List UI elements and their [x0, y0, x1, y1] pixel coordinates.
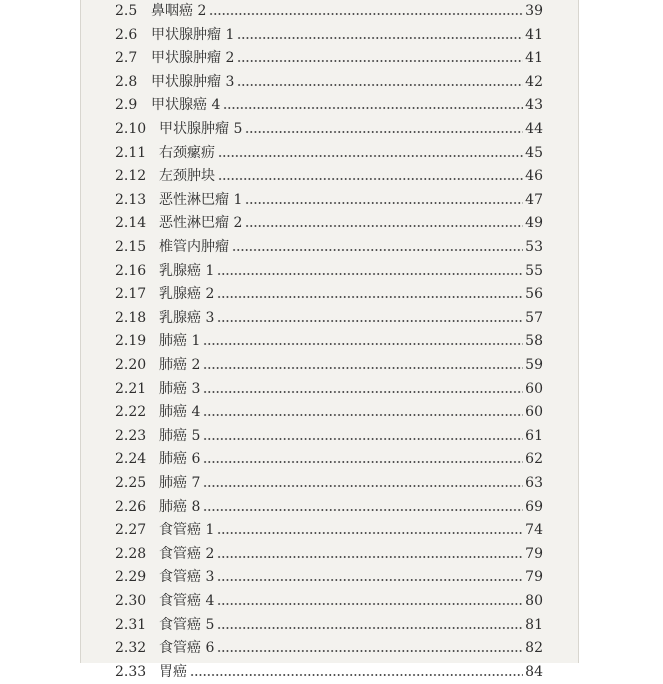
- toc-entry-page-number: 82: [525, 640, 543, 657]
- toc-entry-number: 2.20: [115, 357, 147, 373]
- toc-entry-title: 左颈肿块: [159, 168, 215, 185]
- toc-entry-title: 肺癌 3: [159, 380, 201, 397]
- toc-entry[interactable]: [81, 259, 578, 283]
- toc-entry-title: 肺癌 5: [159, 427, 201, 444]
- toc-entry[interactable]: [81, 353, 578, 377]
- toc-entry-title: 甲状腺肿瘤 5: [159, 121, 243, 137]
- toc-entry[interactable]: [81, 70, 578, 94]
- toc-entry-page-number: 55: [525, 262, 543, 279]
- toc-entry-title: 甲状腺肿瘤 3: [151, 73, 235, 90]
- toc-entry-number: 2.27: [115, 522, 147, 539]
- toc-entry[interactable]: [81, 329, 578, 353]
- toc-entry-title: 胃癌: [159, 663, 187, 680]
- toc-leader-dots: [203, 509, 523, 511]
- toc-entry-title: 乳腺癌 2: [159, 286, 215, 303]
- toc-entry-number: 2.18: [115, 309, 147, 326]
- toc-entry-page-number: 69: [525, 498, 543, 515]
- toc-leader-dots: [217, 603, 523, 605]
- toc-leader-dots: [217, 556, 523, 558]
- toc-entry[interactable]: [81, 424, 578, 448]
- toc-leader-dots: [203, 485, 523, 487]
- toc-leader-dots: [237, 37, 523, 39]
- toc-entry-number: 2.16: [115, 262, 147, 279]
- toc-entry-number: 2.11: [115, 144, 147, 161]
- toc-leader-dots: [245, 202, 523, 204]
- toc-leader-dots: [232, 249, 523, 251]
- toc-entry[interactable]: [81, 447, 578, 471]
- toc-leader-dots: [217, 320, 523, 322]
- toc-entry-title: 食管癌 4: [159, 593, 215, 609]
- toc-entry[interactable]: [81, 306, 578, 330]
- toc-entry-title: 甲状腺癌 4: [151, 97, 221, 114]
- toc-leader-dots: [203, 438, 523, 440]
- toc-entry-number: 2.7: [115, 50, 138, 67]
- toc-leader-dots: [203, 367, 523, 369]
- toc-entry-number: 2.9: [115, 97, 138, 114]
- toc-entry-title: 肺癌 1: [159, 333, 201, 350]
- toc-entry-title: 肺癌 8: [159, 498, 201, 515]
- toc-entry-page-number: 53: [525, 239, 543, 255]
- toc-entry-title: 肺癌 2: [159, 357, 201, 373]
- toc-entry-title: 甲状腺肿瘤 2: [151, 50, 235, 67]
- toc-entry[interactable]: [81, 164, 578, 188]
- toc-entry[interactable]: [81, 141, 578, 165]
- toc-entry-page-number: 46: [525, 168, 543, 185]
- toc-entry-number: 2.22: [115, 404, 147, 421]
- toc-entry-title: 食管癌 1: [159, 522, 215, 539]
- toc-entry-number: 2.17: [115, 286, 147, 303]
- toc-entry-page-number: 49: [525, 215, 543, 232]
- toc-entry-title: 肺癌 7: [159, 475, 201, 491]
- toc-entry-number: 2.23: [115, 427, 147, 444]
- toc-entry-title: 乳腺癌 3: [159, 309, 215, 326]
- toc-entry-page-number: 47: [525, 191, 543, 208]
- toc-leader-dots: [217, 532, 523, 534]
- toc-entry[interactable]: [81, 636, 578, 660]
- toc-entry-title: 右颈瘰疬: [159, 144, 215, 161]
- toc-leader-dots: [237, 60, 523, 62]
- toc-entry-title: 鼻咽癌 2: [151, 3, 207, 19]
- toc-entry-page-number: 79: [525, 545, 543, 562]
- toc-entry[interactable]: [81, 518, 578, 542]
- toc-entry-page-number: 79: [525, 569, 543, 586]
- toc-entry-page-number: 58: [525, 333, 543, 350]
- toc-entry-number: 2.10: [115, 121, 147, 137]
- toc-entry[interactable]: [81, 495, 578, 519]
- toc-entry-number: 2.33: [115, 663, 147, 680]
- toc-entry[interactable]: [81, 211, 578, 235]
- toc-entry-title: 食管癌 3: [159, 569, 215, 586]
- toc-entry[interactable]: [81, 23, 578, 47]
- toc-entry-number: 2.24: [115, 451, 147, 468]
- toc-entry[interactable]: [81, 542, 578, 566]
- toc-entry-page-number: 61: [525, 427, 543, 444]
- toc-entry[interactable]: [81, 188, 578, 212]
- toc-entry-page-number: 56: [525, 286, 543, 303]
- toc-entry[interactable]: [81, 400, 578, 424]
- toc-entry-page-number: 42: [525, 73, 543, 90]
- toc-entry-number: 2.28: [115, 545, 147, 562]
- toc-entry-page-number: 63: [525, 475, 543, 491]
- toc-entry-page-number: 74: [525, 522, 543, 539]
- document-page: [81, 0, 578, 680]
- toc-leader-dots: [203, 343, 523, 345]
- toc-entry-title: 肺癌 4: [159, 404, 201, 421]
- toc-leader-dots: [217, 650, 523, 652]
- toc-leader-dots: [218, 178, 523, 180]
- toc-entry-number: 2.32: [115, 640, 147, 657]
- toc-entry-page-number: 60: [525, 380, 543, 397]
- toc-entry[interactable]: [81, 235, 578, 259]
- toc-leader-dots: [203, 391, 523, 393]
- toc-entry-number: 2.29: [115, 569, 147, 586]
- toc-leader-dots: [209, 13, 523, 15]
- toc-entry-page-number: 81: [525, 616, 543, 633]
- toc-entry-page-number: 84: [525, 663, 543, 680]
- toc-entry[interactable]: [81, 282, 578, 306]
- toc-entry[interactable]: [81, 471, 578, 495]
- toc-entry[interactable]: [81, 377, 578, 401]
- toc-entry[interactable]: [81, 660, 578, 684]
- toc-entry-title: 椎管内肿瘤: [159, 239, 229, 255]
- toc-entry[interactable]: [81, 565, 578, 589]
- toc-entry-title: 恶性淋巴瘤 1: [159, 191, 243, 208]
- toc-leader-dots: [245, 225, 523, 227]
- toc-entry-title: 肺癌 6: [159, 451, 201, 468]
- toc-entry-number: 2.15: [115, 239, 147, 255]
- toc-entry-title: 恶性淋巴瘤 2: [159, 215, 243, 232]
- toc-entry-number: 2.26: [115, 498, 147, 515]
- toc-entry-page-number: 59: [525, 357, 543, 373]
- toc-entry[interactable]: [81, 0, 578, 23]
- toc-entry-number: 2.25: [115, 475, 147, 491]
- toc-leader-dots: [217, 296, 523, 298]
- toc-entry-number: 2.31: [115, 616, 147, 633]
- toc-entry-page-number: 41: [525, 26, 543, 43]
- toc-entry[interactable]: [81, 117, 578, 141]
- toc-leader-dots: [223, 107, 523, 109]
- toc-entry-title: 甲状腺肿瘤 1: [151, 26, 235, 43]
- toc-entry-title: 食管癌 2: [159, 545, 215, 562]
- toc-entry-page-number: 44: [525, 121, 543, 137]
- toc-entry-number: 2.19: [115, 333, 147, 350]
- toc-leader-dots: [217, 273, 523, 275]
- toc-entry-page-number: 60: [525, 404, 543, 421]
- toc-entry-page-number: 80: [525, 593, 543, 609]
- toc-entry[interactable]: [81, 93, 578, 117]
- toc-entry[interactable]: [81, 613, 578, 637]
- toc-leader-dots: [203, 414, 523, 416]
- toc-entry-page-number: 62: [525, 451, 543, 468]
- toc-entry[interactable]: [81, 589, 578, 613]
- toc-leader-dots: [245, 131, 523, 133]
- toc-leader-dots: [217, 627, 523, 629]
- toc-entry-page-number: 41: [525, 50, 543, 67]
- toc-entry-title: 食管癌 5: [159, 616, 215, 633]
- toc-leader-dots: [237, 84, 523, 86]
- toc-entry-number: 2.12: [115, 168, 147, 185]
- toc-entry-title: 乳腺癌 1: [159, 262, 215, 279]
- toc-entry-number: 2.21: [115, 380, 147, 397]
- toc-entry-number: 2.13: [115, 191, 147, 208]
- toc-entry[interactable]: [81, 46, 578, 70]
- toc-entry-number: 2.6: [115, 26, 138, 43]
- toc-entry-page-number: 45: [525, 144, 543, 161]
- toc-entry-title: 食管癌 6: [159, 640, 215, 657]
- page-right-edge: [578, 0, 579, 663]
- toc-entry-page-number: 39: [525, 3, 543, 19]
- toc-entry-page-number: 43: [525, 97, 543, 114]
- toc-leader-dots: [217, 579, 523, 581]
- toc-leader-dots: [190, 674, 523, 676]
- toc-entry-number: 2.5: [115, 3, 138, 19]
- toc-entry-number: 2.30: [115, 593, 147, 609]
- toc-entry-number: 2.8: [115, 73, 138, 90]
- toc-entry-page-number: 57: [525, 309, 543, 326]
- toc-leader-dots: [218, 155, 523, 157]
- toc-leader-dots: [203, 461, 523, 463]
- toc-entry-number: 2.14: [115, 215, 147, 232]
